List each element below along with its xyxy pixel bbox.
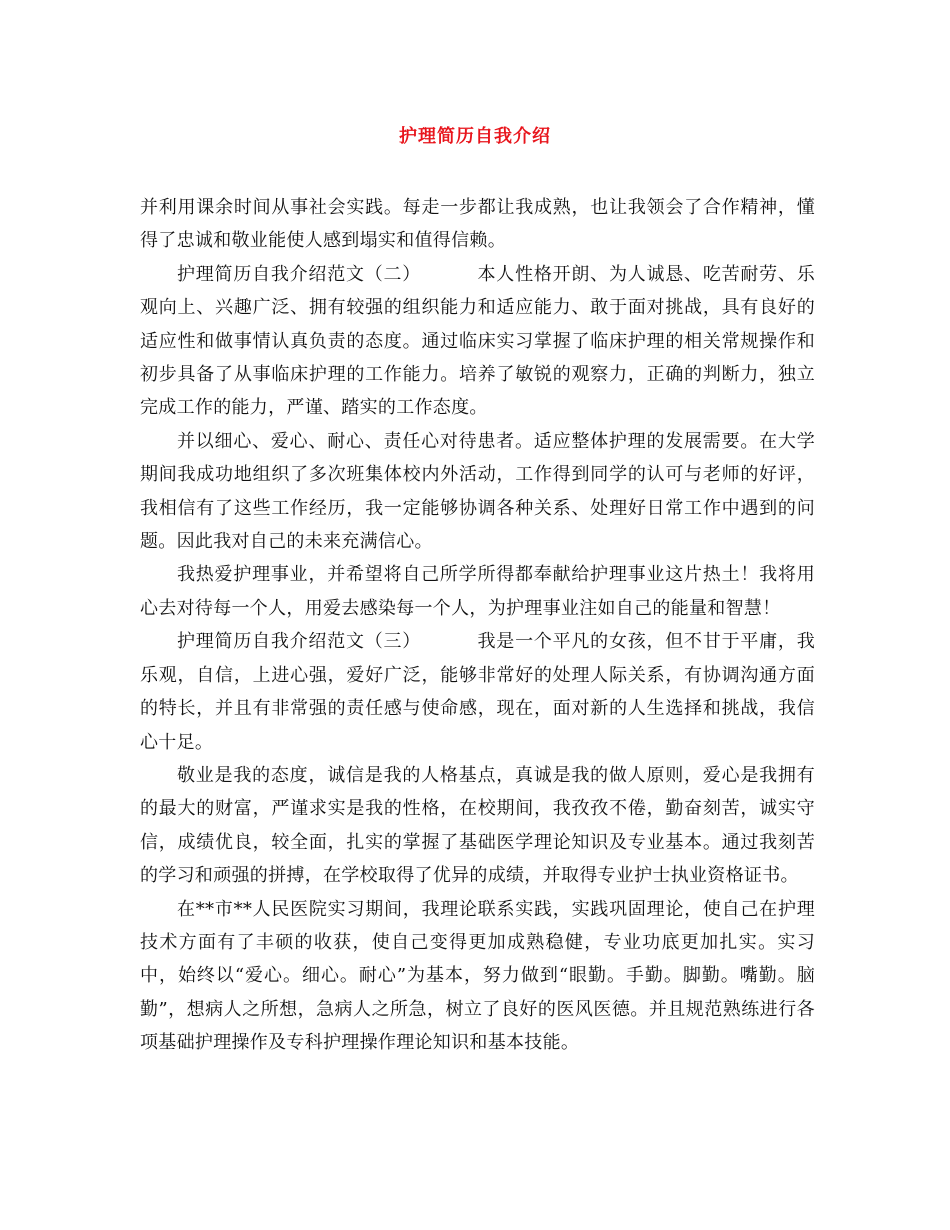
paragraph-3 bbox=[140, 425, 815, 559]
paragraph-text: 在**市**人民医院实习期间，我理论联系实践，实践巩固理论，使自己在护理技术方面有了丰硕的收获，使自己变得更加成熟稳健，专业功底更加扎实。实习中，始终以“爱心。细心。耐心”为基本，努力做到“眼勤。手勤。脚勤。嘴勤。脑勤”，想病人之所想，急病人之所急，树立了良好的医风医德。并且规范熟练进行各项基础护理操作及专科护理操作理论知识和基本技能。 bbox=[140, 898, 815, 1054]
paragraph-7 bbox=[140, 893, 815, 1060]
paragraph-2 bbox=[140, 258, 815, 425]
section-heading-3: 护理简历自我介绍范文（三） bbox=[177, 631, 422, 653]
paragraph-text: 敬业是我的态度，诚信是我的人格基点，真诚是我的做人原则，爱心是我拥有的最大的财富，严谨求实是我的性格，在校期间，我孜孜不倦，勤奋刻苦，诚实守信，成绩优良，较全面，扎实的掌握了基础医学理论知识及专业基本。通过我刻苦的学习和顽强的拼搏，在学校取得了优异的成绩，并取得专业护士执业资格证书。 bbox=[140, 764, 815, 887]
document-body bbox=[140, 191, 815, 1060]
document-title: 护理简历自我介绍 bbox=[399, 126, 551, 147]
paragraph-text: 本人性格开朗、为人诚恳、吃苦耐劳、乐观向上、兴趣广泛、拥有较强的组织能力和适应能力、敢于面对挑战，具有良好的适应性和做事情认真负责的态度。通过临床实习掌握了临床护理的相关常规操作和初步具备了从事临床护理的工作能力。培养了敏锐的观察力，正确的判断力，独立完成工作的能力，严谨、踏实的工作态度。 bbox=[140, 263, 815, 419]
paragraph-6 bbox=[140, 759, 815, 893]
paragraph-4 bbox=[140, 558, 815, 625]
paragraph-1 bbox=[140, 191, 815, 258]
paragraph-text: 并以细心、爱心、耐心、责任心对待患者。适应整体护理的发展需要。在大学期间我成功地组织了多次班集体校内外活动，工作得到同学的认可与老师的好评，我相信有了这些工作经历，我一定能够协调各种关系、处理好日常工作中遇到的问题。因此我对自己的未来充满信心。 bbox=[140, 430, 815, 553]
paragraph-text: 并利用课余时间从事社会实践。每走一步都让我成熟，也让我领会了合作精神，懂得了忠诚和敬业能使人感到塌实和值得信赖。 bbox=[140, 197, 815, 252]
paragraph-text: 我热爱护理事业，并希望将自己所学所得都奉献给护理事业这片热土！我将用心去对待每一个人，用爱去感染每一个人，为护理事业注如自己的能量和智慧！ bbox=[140, 564, 815, 619]
paragraph-5 bbox=[140, 625, 815, 759]
section-heading-2: 护理简历自我介绍范文（二） bbox=[177, 263, 422, 285]
paragraph-text: 我是一个平凡的女孩，但不甘于平庸，我乐观，自信，上进心强，爱好广泛，能够非常好的处理人际关系，有协调沟通方面的特长，并且有非常强的责任感与使命感，现在，面对新的人生选择和挑战，我信心十足。 bbox=[140, 631, 815, 753]
